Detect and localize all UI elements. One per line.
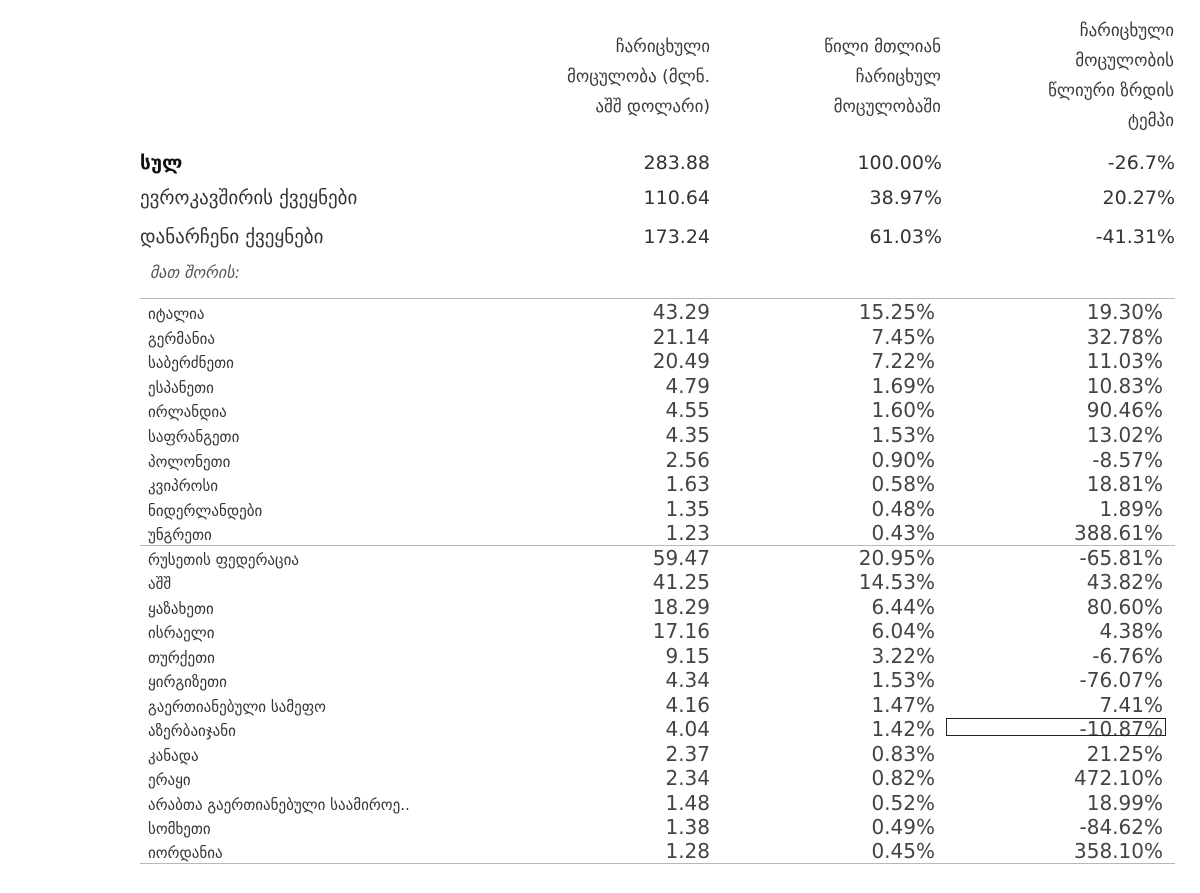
- row-name: გერმანია: [148, 329, 215, 348]
- cell-share: 6.44%: [871, 594, 935, 619]
- row-name: ნიდერლანდები: [148, 501, 263, 520]
- row-name: ევროკავშირის ქვეყნები: [140, 187, 358, 209]
- cell-growth: -41.31%: [1095, 226, 1175, 248]
- cell-growth: 13.02%: [1086, 423, 1163, 447]
- header-volume-line: აშშ დოლარი): [595, 97, 710, 117]
- row-name: ერაყი: [148, 771, 191, 790]
- cell-growth: 21.25%: [1086, 741, 1163, 766]
- table-row: [140, 496, 1175, 523]
- table-row: [140, 621, 1175, 645]
- cell-share: 100.00%: [857, 152, 942, 174]
- header-share-line: წილი მთლიან: [824, 37, 941, 57]
- cell-volume: 4.16: [665, 692, 710, 717]
- cell-growth: -26.7%: [1107, 152, 1175, 174]
- cell-volume: 283.88: [643, 152, 710, 174]
- cell-share: 0.48%: [871, 496, 935, 521]
- cell-share: 0.49%: [871, 814, 935, 839]
- cell-growth: 388.61%: [1074, 521, 1163, 546]
- cell-share: 6.04%: [871, 619, 935, 644]
- row-name: ისრაელი: [148, 624, 215, 643]
- cell-volume: 59.47: [652, 546, 710, 570]
- cell-share: 0.90%: [871, 447, 935, 472]
- cell-growth: 10.83%: [1086, 373, 1163, 398]
- table-row: [140, 841, 1175, 865]
- table-row: [140, 768, 1175, 792]
- row-name: იორდანია: [148, 844, 223, 863]
- cell-share: 7.22%: [871, 349, 935, 374]
- cell-volume: 4.79: [665, 373, 710, 398]
- header-growth: [1048, 16, 1174, 136]
- row-name: დანარჩენი ქვეყნები: [140, 226, 324, 248]
- cell-volume: 21.14: [652, 324, 710, 349]
- cell-share: 1.53%: [871, 423, 935, 447]
- cell-share: 14.53%: [858, 570, 935, 595]
- cell-growth: 80.60%: [1086, 594, 1163, 619]
- cell-volume: 43.29: [652, 300, 710, 324]
- header-growth-line: წლიური ზრდის: [1048, 81, 1174, 101]
- row-name: რუსეთის ფედერაცია: [148, 551, 299, 569]
- table-row: [140, 790, 1175, 817]
- cell-growth: 4.38%: [1099, 619, 1163, 644]
- row-name: აშშ: [148, 575, 172, 594]
- row-name: ესპანეთი: [148, 378, 214, 397]
- cell-volume: 18.29: [652, 594, 710, 619]
- row-name: ყირგიზეთი: [148, 673, 227, 692]
- row-name: თურქეთი: [148, 648, 215, 667]
- row-name: საფრანგეთი: [148, 428, 240, 446]
- cell-share: 1.60%: [871, 398, 935, 423]
- cell-share: 61.03%: [869, 226, 942, 248]
- cell-volume: 20.49: [652, 349, 710, 374]
- cell-share: 20.95%: [858, 546, 935, 570]
- cell-volume: 4.04: [665, 717, 710, 742]
- row-name: სულ: [140, 152, 183, 174]
- row-name: საბერძნეთი: [148, 354, 234, 373]
- cell-share: 3.22%: [871, 643, 935, 668]
- row-name: ყაზახეთი: [148, 599, 214, 618]
- cell-growth: -65.81%: [1079, 546, 1163, 570]
- table-row: [140, 692, 1175, 719]
- cell-share: 38.97%: [869, 187, 942, 209]
- cell-share: 1.47%: [871, 692, 935, 717]
- cell-share: 0.45%: [871, 839, 935, 864]
- cell-growth: 11.03%: [1086, 349, 1163, 374]
- cell-growth: -76.07%: [1079, 668, 1163, 693]
- header-volume-line: ჩარიცხული: [615, 37, 710, 57]
- cell-growth: 90.46%: [1086, 398, 1163, 423]
- cell-share: 0.43%: [871, 521, 935, 546]
- cell-volume: 1.48: [665, 790, 710, 815]
- table-row: [140, 447, 1175, 474]
- cell-share: 1.53%: [871, 668, 935, 693]
- cell-growth: 18.81%: [1086, 472, 1163, 497]
- cell-volume: 2.34: [665, 766, 710, 791]
- header-growth-line: ტემპი: [1127, 111, 1174, 131]
- cell-volume: 41.25: [652, 570, 710, 595]
- cell-volume: 2.37: [665, 741, 710, 766]
- header-share-line: მოცულობაში: [833, 97, 941, 117]
- row-name: არაბთა გაერთიანებული საამიროე..: [148, 795, 410, 814]
- cell-volume: 1.35: [665, 496, 710, 521]
- row-name: პოლონეთი: [148, 452, 231, 471]
- row-name: კანადა: [148, 746, 199, 765]
- cell-volume: 4.55: [665, 398, 710, 423]
- cell-growth: -6.76%: [1092, 643, 1163, 668]
- cell-growth: 18.99%: [1086, 790, 1163, 815]
- cell-growth: 19.30%: [1086, 300, 1163, 324]
- cell-growth: 32.78%: [1086, 324, 1163, 349]
- row-name: იტალია: [148, 305, 205, 323]
- table-row: [140, 425, 1175, 449]
- cell-volume: 9.15: [665, 643, 710, 668]
- header-share: [824, 32, 941, 122]
- header-growth-line: ჩარიცხული: [1079, 21, 1174, 41]
- cell-volume: 4.34: [665, 668, 710, 693]
- cell-share: 15.25%: [858, 300, 935, 324]
- row-name: სომხეთი: [148, 819, 211, 838]
- cell-share: 7.45%: [871, 324, 935, 349]
- selected-cell-outline[interactable]: [946, 718, 1166, 736]
- row-name: გაერთიანებული სამეფო: [148, 697, 326, 716]
- cell-volume: 1.38: [665, 814, 710, 839]
- cell-share: 0.83%: [871, 741, 935, 766]
- header-share-line: ჩარიცხულ: [855, 67, 941, 87]
- header-growth-line: მოცულობის: [1075, 51, 1174, 71]
- cell-growth: 43.82%: [1086, 570, 1163, 595]
- cell-share: 0.82%: [871, 766, 935, 791]
- cell-share: 0.52%: [871, 790, 935, 815]
- cell-volume: 2.56: [665, 447, 710, 472]
- header-volume-line: მოცულობა (მლნ.: [566, 67, 710, 87]
- row-name: აზერბაიჯანი: [148, 722, 236, 741]
- cell-growth: 1.89%: [1099, 496, 1163, 521]
- table-row: [140, 814, 1175, 841]
- cell-volume: 1.23: [665, 521, 710, 546]
- cell-growth: 7.41%: [1099, 692, 1163, 717]
- row-name: კვიპროსი: [148, 477, 219, 496]
- cell-growth: -10.87%: [1079, 717, 1163, 742]
- summary-row-other: [140, 222, 1175, 252]
- header-volume: [567, 32, 710, 122]
- cell-volume: 110.64: [643, 187, 710, 209]
- cell-share: 1.42%: [871, 717, 935, 742]
- cell-volume: 173.24: [643, 226, 710, 248]
- cell-volume: 17.16: [652, 619, 710, 644]
- table-row: [140, 373, 1175, 400]
- cell-share: 1.69%: [871, 373, 935, 398]
- cell-volume: 1.63: [665, 472, 710, 497]
- table-row: [140, 400, 1175, 424]
- table-row: [140, 643, 1175, 670]
- row-name: უნგრეთი: [148, 526, 212, 545]
- table-row: [140, 474, 1175, 498]
- cell-share: 0.58%: [871, 472, 935, 497]
- row-name: ირლანდია: [148, 403, 227, 422]
- cell-growth: 472.10%: [1074, 766, 1163, 791]
- cell-volume: 1.28: [665, 839, 710, 864]
- subheader-among-them: მათ შორის:: [150, 263, 241, 282]
- cell-growth: -84.62%: [1079, 814, 1163, 839]
- table-row: [140, 741, 1175, 768]
- cell-growth: 20.27%: [1102, 187, 1175, 209]
- cell-growth: 358.10%: [1074, 839, 1163, 864]
- cell-growth: -8.57%: [1092, 447, 1163, 472]
- table-row: [140, 351, 1175, 375]
- table-row: [140, 670, 1175, 694]
- summary-row-eu: [140, 183, 1175, 213]
- summary-row-total: [140, 148, 1175, 178]
- cell-volume: 4.35: [665, 423, 710, 447]
